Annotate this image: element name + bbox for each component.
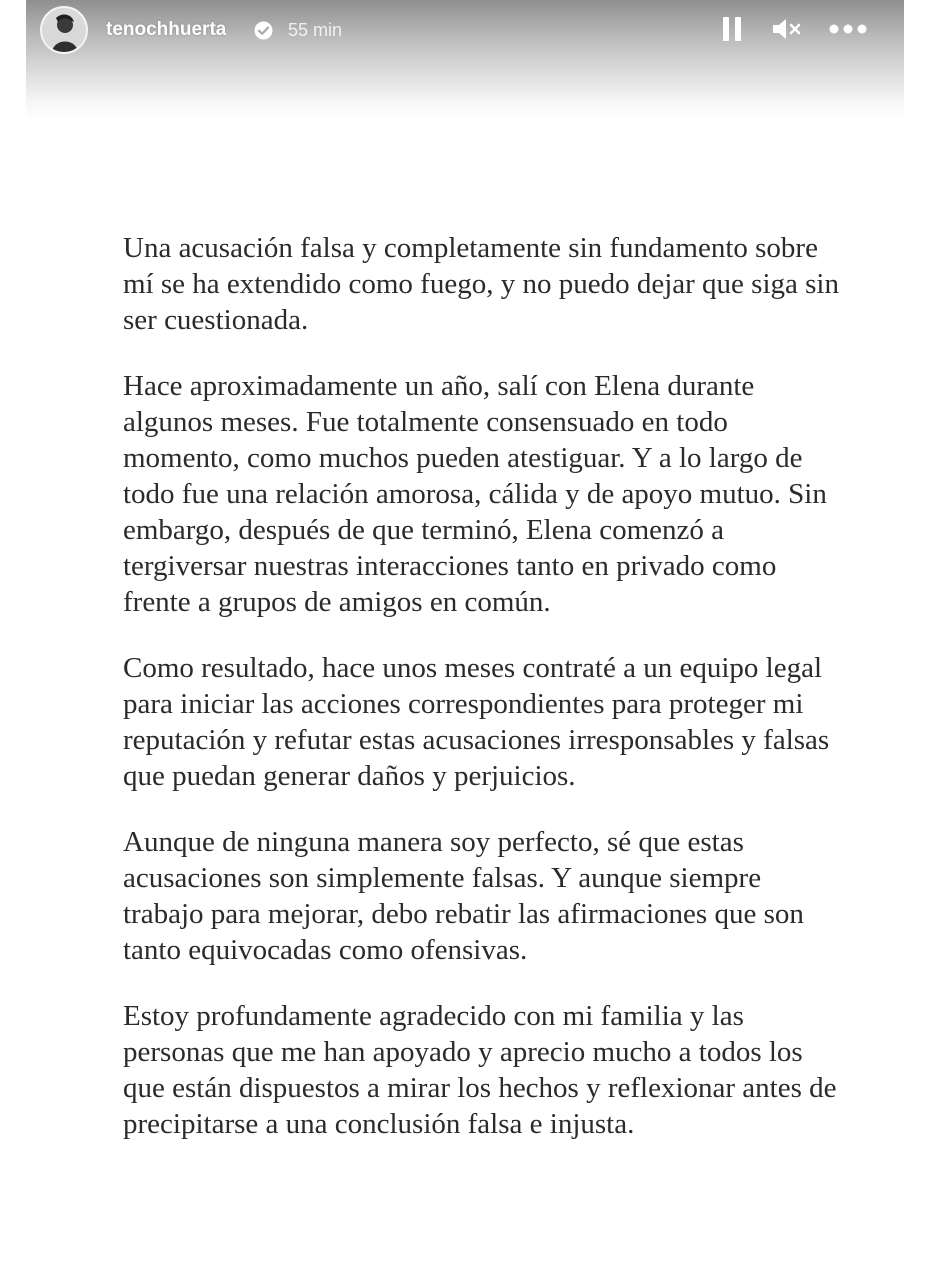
more-options-icon xyxy=(828,22,868,40)
statement-paragraph: Como resultado, hace unos meses contraté a un equipo legal para iniciar las acciones correspondientes para proteger mi reputación y refutar estas acusaciones irresponsables y falsas que puedan generar daños y perjuicios. xyxy=(123,652,830,792)
statement-paragraph: Aunque de ninguna manera soy perfecto, sé que estas acusaciones son simplemente falsas. Y aunque siempre trabajo para mejorar, debo rebatir las afirmaciones que son tanto equivocadas como ofensivas. xyxy=(123,826,804,966)
statement-text xyxy=(123,230,843,1172)
statement-paragraph: Estoy profundamente agradecido con mi familia y las personas que me han apoyado y aprecio mucho a todos los que están dispuestos a mirar los hechos y reflexionar antes de precipitarse a una conclusión falsa e injusta. xyxy=(123,1000,837,1140)
muted-speaker-icon xyxy=(771,15,803,48)
verified-badge-icon xyxy=(254,21,273,40)
post-time: 55 min xyxy=(288,20,343,40)
story-header xyxy=(26,0,904,120)
statement-paragraph: Una acusación falsa y completamente sin fundamento sobre mí se ha extendido como fuego, y no puedo dejar que siga sin ser cuestionada. xyxy=(123,232,839,336)
pause-icon xyxy=(721,15,743,48)
more-options-button[interactable] xyxy=(826,16,870,46)
avatar[interactable] xyxy=(40,6,88,54)
username[interactable]: tenochhuerta xyxy=(106,19,227,40)
pause-button[interactable] xyxy=(718,16,746,46)
story-viewer[interactable] xyxy=(26,0,904,1280)
mute-button[interactable] xyxy=(770,16,804,46)
statement-paragraph: Hace aproximadamente un año, salí con Elena durante algunos meses. Fue totalmente consensuado en todo momento, como muchos pueden atestiguar. Y a lo largo de todo fue una relación amorosa, cálida y de apoyo mutuo. Sin embargo, después de que terminó, Elena comenzó a tergiversar nuestras interacciones tanto en privado como frente a grupos de amigos en común. xyxy=(123,370,827,618)
